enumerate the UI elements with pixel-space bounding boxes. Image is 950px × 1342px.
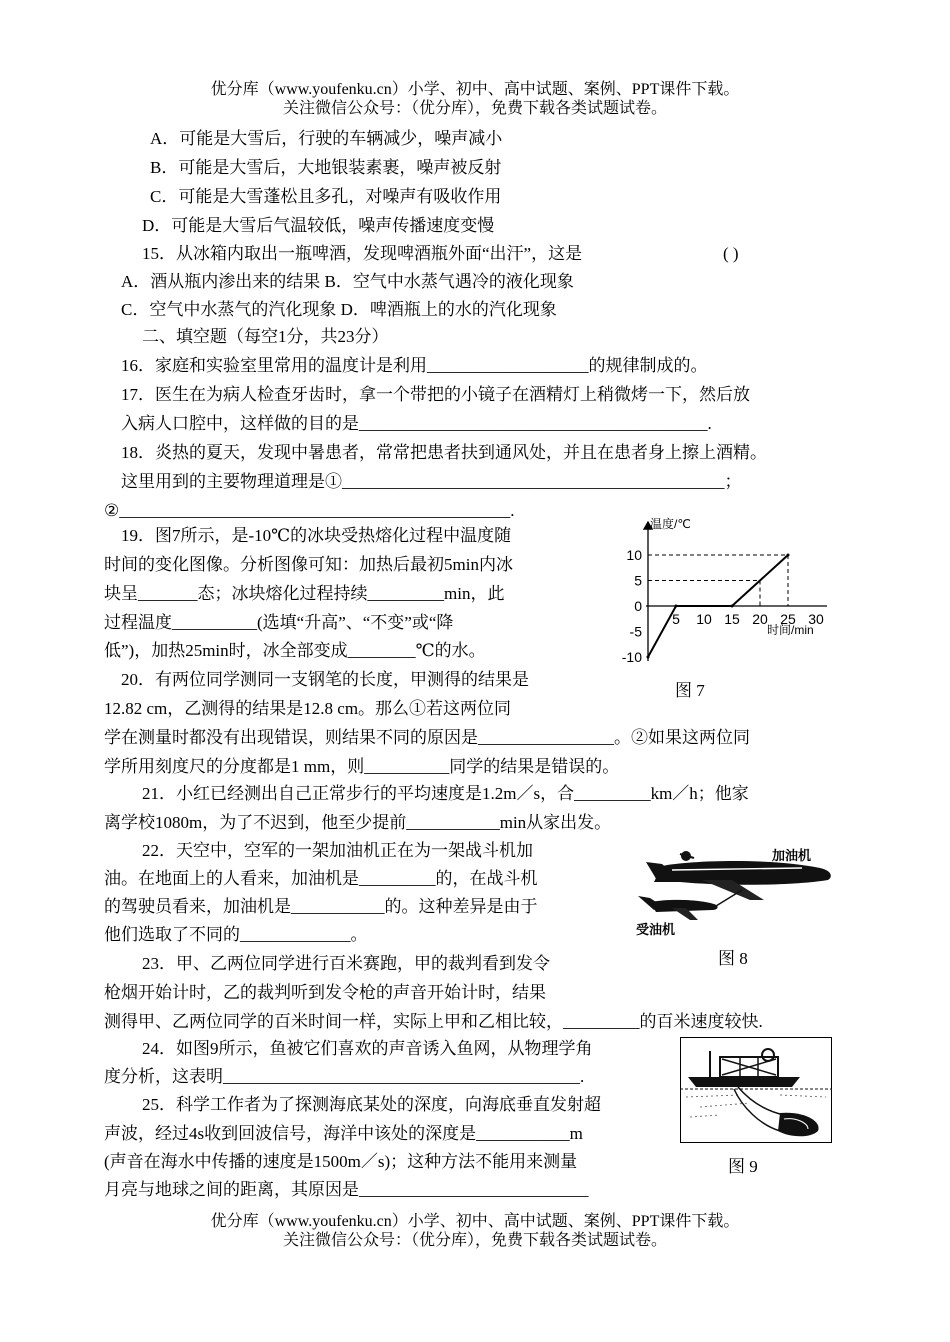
chart-axes [646,522,827,661]
question-25-line-1: 25．科学工作者为了探测海底某处的深度，向海底垂直发射超 [142,1095,601,1114]
data-point [675,605,678,608]
question-17-line-1: 17．医生在为病人检查牙齿时，拿一个带把的小镜子在酒精灯上稍微烤一下，然后放 [121,385,750,404]
y-axis-label: 温度/℃ [650,517,691,531]
data-point [647,656,650,659]
x-axis-label: 时间/min [767,623,814,637]
x-tick-label: 30 [808,611,824,627]
question-20-line-3: 学在测量时都没有出现错误，则结果不同的原因是________________。②如果这两位同 [104,728,750,747]
question-17-line-2: 入病人口腔中，这样做的目的是_________________________________________. [121,414,712,433]
question-21-line-1: 21．小红已经测出自己正常步行的平均速度是1.2m／s，合_________km／h；他家 [142,784,749,803]
question-23-line-3: 测得甲、乙两位同学的百米时间一样，实际上甲和乙相比较，_________的百米速度较快. [104,1012,763,1031]
question-24-line-1: 24．如图9所示，鱼被它们喜欢的声音诱入鱼网，从物理学角 [142,1039,593,1058]
receiver-label: 受油机 [636,922,676,937]
question-20-line-2: 12.82 cm，乙测得的结果是12.8 cm。那么①若这两位同 [104,699,512,718]
question-22-line-1: 22．天空中，空军的一架加油机正在为一架战斗机加 [142,841,533,860]
y-tick-label: 5 [634,572,642,589]
footer-line-1: 优分库（www.youfenku.cn）小学、初中、高中试题、案例、PPT课件下载。 [210,1213,740,1230]
option-14a: A．可能是大雪后，行驶的车辆减少，噪声减小 [150,129,503,148]
x-tick-label: 10 [696,611,712,627]
y-tick-label: -10 [621,649,642,665]
question-19-line-2: 时间的变化图像。分析图像可知：加热后最初5min内冰 [104,555,513,574]
question-22-line-3: 的驾驶员看来，加油机是___________的。这种差异是由于 [104,897,538,916]
question-15: 15．从冰箱内取出一瓶啤酒，发现啤酒瓶外面“出汗”，这是 [142,244,583,263]
question-19-line-3: 块呈_______态；冰块熔化过程持续_________min，此 [104,584,505,603]
question-24-line-2: 度分析，这表明__________________________________________. [104,1067,585,1086]
question-25-line-2: 声波，经过4s收到回波信号，海洋中该处的深度是___________m [104,1124,583,1143]
figure-8-illustration [632,842,838,940]
y-tick-label: 0 [634,598,642,614]
tanker-label: 加油机 [772,848,812,863]
y-tick-label: 10 [626,547,642,563]
answer-bracket-15: ( ) [723,244,739,263]
question-20-line-1: 20．有两位同学测同一支钢笔的长度，甲测得的结果是 [121,670,529,689]
figure-7-chart [612,508,827,668]
question-23-line-1: 23．甲、乙两位同学进行百米赛跑，甲的裁判看到发令 [142,954,550,973]
option-14b: B．可能是大雪后，大地银装素裹，噪声被反射 [150,158,502,177]
options-15-cd: C．空气中水蒸气的汽化现象 D．啤酒瓶上的水的汽化现象 [121,300,557,319]
data-point [731,605,734,608]
question-23-line-2: 枪烟开始计时，乙的裁判听到发令枪的声音开始计时，结果 [104,983,546,1002]
figure-9-illustration [680,1037,832,1143]
question-16: 16．家庭和实验室里常用的温度计是利用___________________的规律制成的。 [121,356,708,375]
question-25-line-3: (声音在海水中传播的速度是1500m／s)；这种方法不能用来测量 [104,1152,578,1171]
y-tick-label: -5 [629,623,642,640]
x-tick-label: 5 [672,611,680,627]
receiver-plane-icon [638,890,742,920]
question-19-line-4: 过程温度__________(选填“升高”、“不变”或“降 [104,613,454,632]
header-line-1: 优分库（www.youfenku.cn）小学、初中、高中试题、案例、PPT课件下载。 [210,81,740,98]
question-18-line-2: 这里用到的主要物理道理是①_____________________________________________； [121,472,742,491]
option-14c: C．可能是大雪蓬松且多孔，对噪声有吸收作用 [150,187,502,206]
question-18-line-1: 18．炎热的夏天，发现中暑患者，常常把患者扶到通风处，并且在患者身上擦上酒精。 [121,443,767,462]
section-2-title: 二、填空题（每空1分，共23分） [142,327,389,346]
question-20-line-4: 学所用刻度尺的分度都是1 mm，则__________同学的结果是错误的。 [104,757,620,776]
figure-7-caption: 图 7 [675,681,705,700]
question-22-line-2: 油。在地面上的人看来，加油机是_________的，在战斗机 [104,869,538,888]
x-tick-label: 25 [780,611,796,627]
option-14d: D．可能是大雪后气温较低，噪声传播速度变慢 [142,216,495,235]
question-22-line-4: 他们选取了不同的_____________。 [104,925,368,944]
header-line-2: 关注微信公众号：（优分库），免费下载各类试题试卷。 [282,100,667,117]
options-15-ab: A．酒从瓶内渗出来的结果 B．空气中水蒸气遇冷的液化现象 [121,272,574,291]
figure-8-caption: 图 8 [718,949,748,968]
question-25-line-4: 月亮与地球之间的距离，其原因是___________________________ [104,1180,589,1199]
x-tick-label: 20 [752,611,768,627]
figure-9-caption: 图 9 [728,1157,758,1176]
footer-line-2: 关注微信公众号：（优分库），免费下载各类试题试卷。 [282,1232,667,1249]
question-18-line-3: ②______________________________________________. [104,501,515,520]
question-21-line-2: 离学校1080m，为了不迟到，他至少提前___________min从家出发。 [104,813,612,832]
x-tick-label: 15 [724,611,740,627]
chart-guides [648,555,788,606]
question-19-line-1: 19．图7所示，是-10℃的冰块受热熔化过程中温度随 [121,526,512,545]
data-point [787,554,790,557]
question-19-line-5: 低”)，加热25min时，冰全部变成________℃的水。 [104,641,486,660]
